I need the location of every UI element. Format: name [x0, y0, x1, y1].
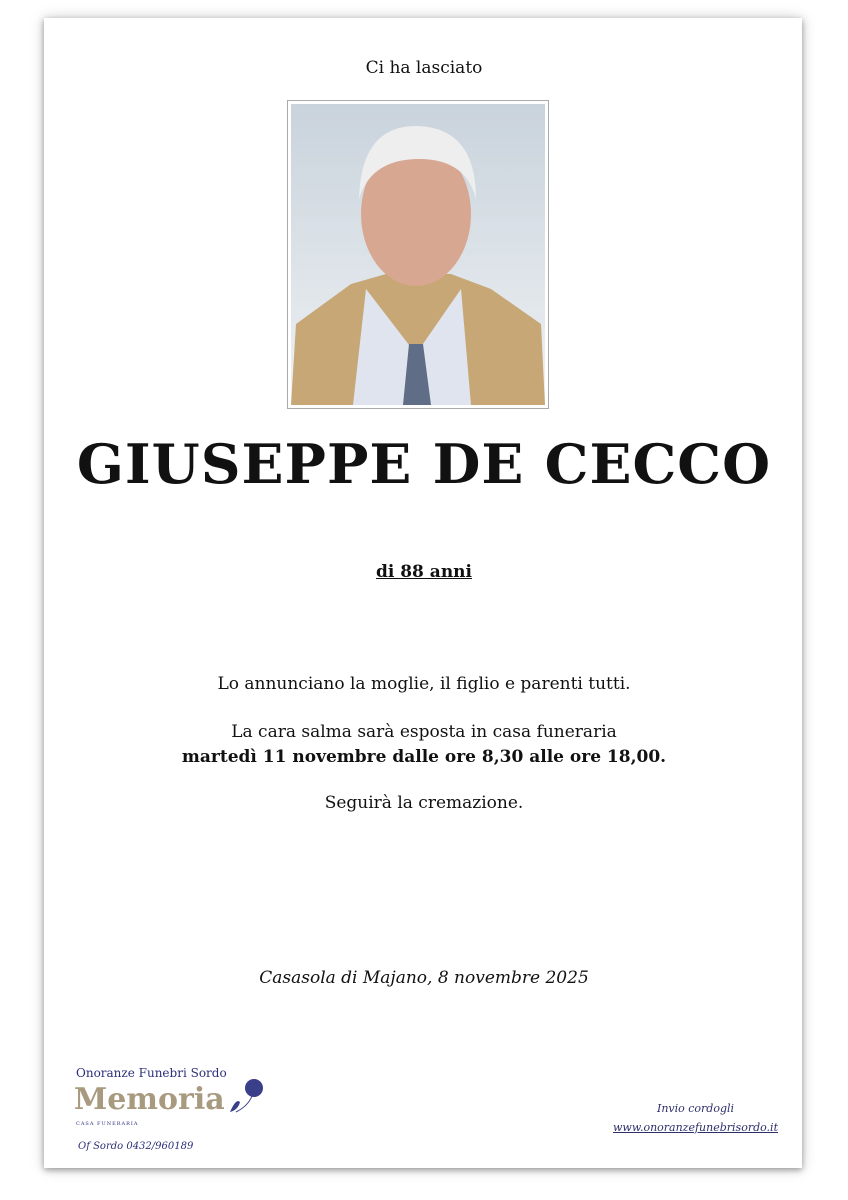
deceased-name: GIUSEPPE DE CECCO: [76, 432, 772, 496]
viewing-info: [0, 720, 848, 770]
cremation-text: Seguirà la cremazione.: [324, 793, 524, 813]
logo-brand: Memoria: [74, 1082, 225, 1117]
age-text: di 88 anni: [375, 562, 473, 582]
condolences-block: [613, 1102, 778, 1134]
logo-phone: Of Sordo 0432/960189: [78, 1141, 194, 1152]
viewing-line-2: martedì 11 novembre dalle ore 8,30 alle ore 18,00.: [181, 747, 667, 767]
place-date: Casasola di Majano, 8 novembre 2025: [259, 968, 589, 988]
rose-icon: [222, 1076, 267, 1116]
announcement-text: Lo annunciano la moglie, il figlio e parenti tutti.: [217, 674, 631, 694]
funeral-home-logo: [72, 1066, 272, 1160]
viewing-line-1: La cara salma sarà esposta in casa funeraria: [231, 722, 617, 742]
logo-top-text: Onoranze Funebri Sordo: [76, 1066, 227, 1080]
portrait-photo: [287, 100, 549, 409]
condolences-label: Invio cordogli: [656, 1102, 735, 1115]
logo-subtitle: CASA FUNERARIA: [76, 1121, 139, 1127]
condolences-link[interactable]: www.onoranzefunebrisordo.it: [613, 1121, 778, 1134]
intro-text: Ci ha lasciato: [365, 58, 483, 78]
